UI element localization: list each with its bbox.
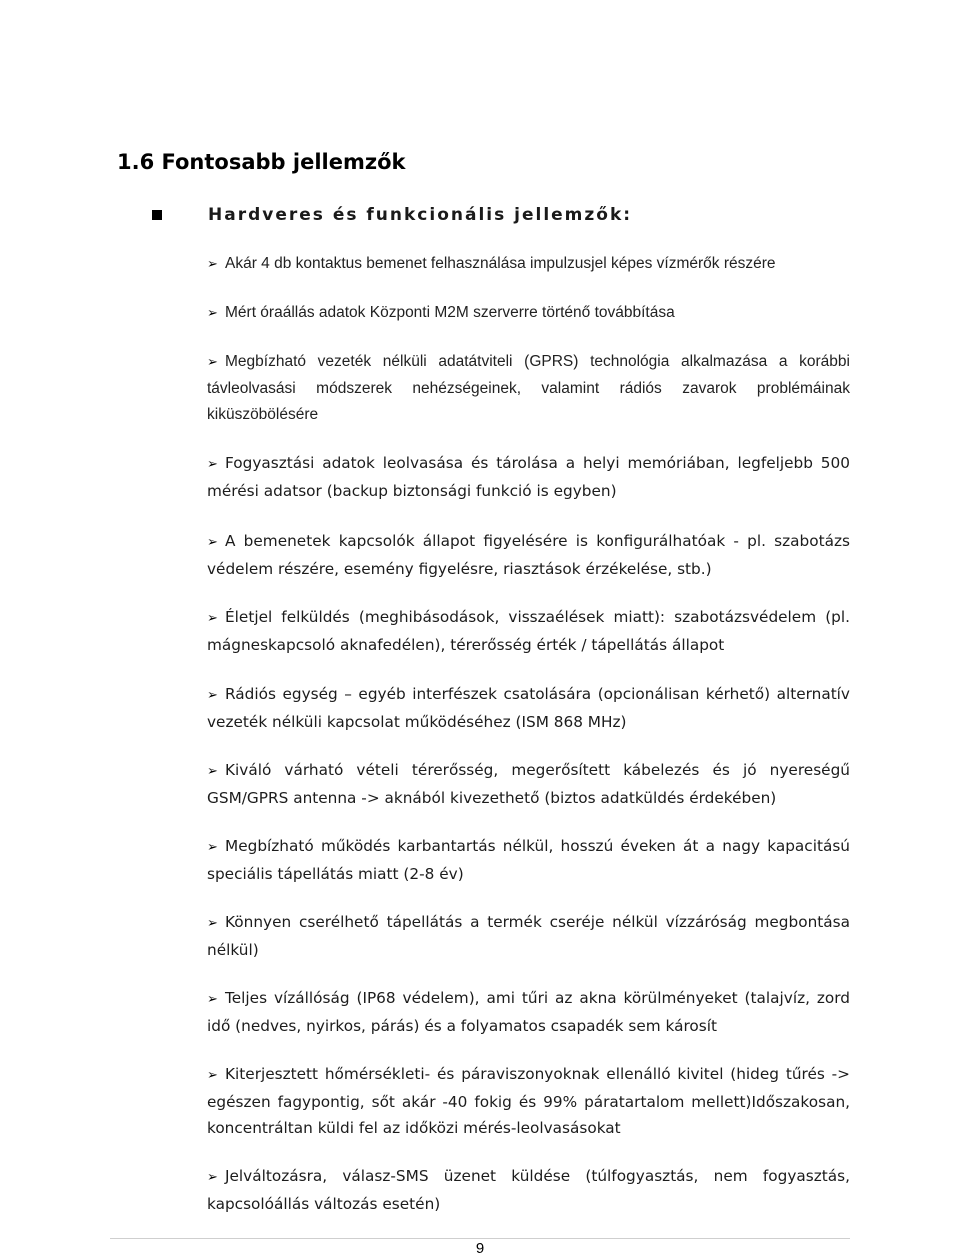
subheading: Hardveres és funkcionális jellemzők: xyxy=(208,205,633,225)
arrow-bullet-icon: ➢ xyxy=(207,688,218,703)
list-item xyxy=(207,450,850,504)
list-item xyxy=(207,757,850,811)
section-title: 1.6 Fontosabb jellemzők xyxy=(117,150,406,174)
arrow-bullet-icon: ➢ xyxy=(207,257,218,272)
list-item-text: Könnyen cserélhető tápellátás a termék cseréje nélkül vízzáróság megbontása nélkül) xyxy=(207,913,850,959)
arrow-bullet-icon: ➢ xyxy=(207,1170,218,1185)
list-item-text: A bemenetek kapcsolók állapot figyelésére is konfigurálhatóak - pl. szabotázs védelem részére, esemény figyelésre, riasztások érzékelése, stb.) xyxy=(207,532,850,578)
arrow-bullet-icon: ➢ xyxy=(207,1068,218,1083)
list-item-text: Kiváló várható vételi térerősség, megerősített kábelezés és jó nyereségű GSM/GPRS antenna -> aknából kivezethető (biztos adatküldés érdekében) xyxy=(207,761,850,807)
subheading-row xyxy=(152,205,792,225)
list-item-text: Megbízható működés karbantartás nélkül, hosszú éveken át a nagy kapacitású speciális tápellátás miatt (2-8 év) xyxy=(207,837,850,883)
arrow-bullet-icon: ➢ xyxy=(207,535,218,550)
list-item-text: Fogyasztási adatok leolvasása és tárolása a helyi memóriában, legfeljebb 500 mérési adatsor (backup biztonsági funkció is egyben) xyxy=(207,454,850,500)
arrow-bullet-icon: ➢ xyxy=(207,916,218,931)
list-item xyxy=(207,985,850,1039)
list-item-text: Akár 4 db kontaktus bemenet felhasználása impulzusjel képes vízmérők részére xyxy=(225,255,776,272)
arrow-bullet-icon: ➢ xyxy=(207,611,218,626)
list-item xyxy=(207,1061,850,1141)
list-item-text: Rádiós egység – egyéb interfészek csatolására (opcionálisan kérhető) alternatív vezeték nélküli kapcsolat működéséhez (ISM 868 MHz) xyxy=(207,685,850,731)
list-item xyxy=(207,251,850,278)
square-bullet-icon xyxy=(152,210,162,220)
list-item xyxy=(207,909,850,963)
list-item-text: Mért óraállás adatok Központi M2M szerverre történő továbbítása xyxy=(225,304,675,321)
arrow-bullet-icon: ➢ xyxy=(207,764,218,779)
list-item xyxy=(207,833,850,887)
list-item xyxy=(207,604,850,658)
list-item xyxy=(207,349,850,428)
feature-list xyxy=(207,251,850,1217)
list-item xyxy=(207,1163,850,1217)
list-item-text: Jelváltozásra, válasz-SMS üzenet küldése (túlfogyasztás, nem fogyasztás, kapcsolóállás változás esetén) xyxy=(207,1167,850,1213)
list-item xyxy=(207,300,850,327)
list-item-text: Életjel felküldés (meghibásodások, visszaélések miatt): szabotázsvédelem (pl. mágneskapcsoló aknafedélen), térerősség érték / tápellátás állapot xyxy=(207,608,850,654)
list-item-text: Teljes vízállóság (IP68 védelem), ami tűri az akna körülményeket (talajvíz, zord idő (nedves, nyirkos, párás) és a folyamatos csapadék sem károsít xyxy=(207,989,850,1035)
list-item-text: Megbízható vezeték nélküli adatátviteli (GPRS) technológia alkalmazása a korábbi távleolvasási módszerek nehézségeinek, valamint rádiós zavarok problémáinak kiküszöbölésére xyxy=(207,353,850,423)
arrow-bullet-icon: ➢ xyxy=(207,840,218,855)
list-item xyxy=(207,528,850,582)
arrow-bullet-icon: ➢ xyxy=(207,306,218,321)
list-item-text: Kiterjesztett hőmérsékleti- és páraviszonyoknak ellenálló kivitel (hideg tűrés -> egészen fagypontig, sőt akár -40 fokig és 99% páratartalom mellett)Időszakosan, koncentráltan küldi fel az időközi mérés-leolvasásokat xyxy=(207,1065,850,1137)
arrow-bullet-icon: ➢ xyxy=(207,992,218,1007)
footer-divider xyxy=(110,1238,850,1239)
page-number: 9 xyxy=(475,1240,485,1257)
arrow-bullet-icon: ➢ xyxy=(207,355,218,370)
list-item xyxy=(207,681,850,735)
arrow-bullet-icon: ➢ xyxy=(207,457,218,472)
